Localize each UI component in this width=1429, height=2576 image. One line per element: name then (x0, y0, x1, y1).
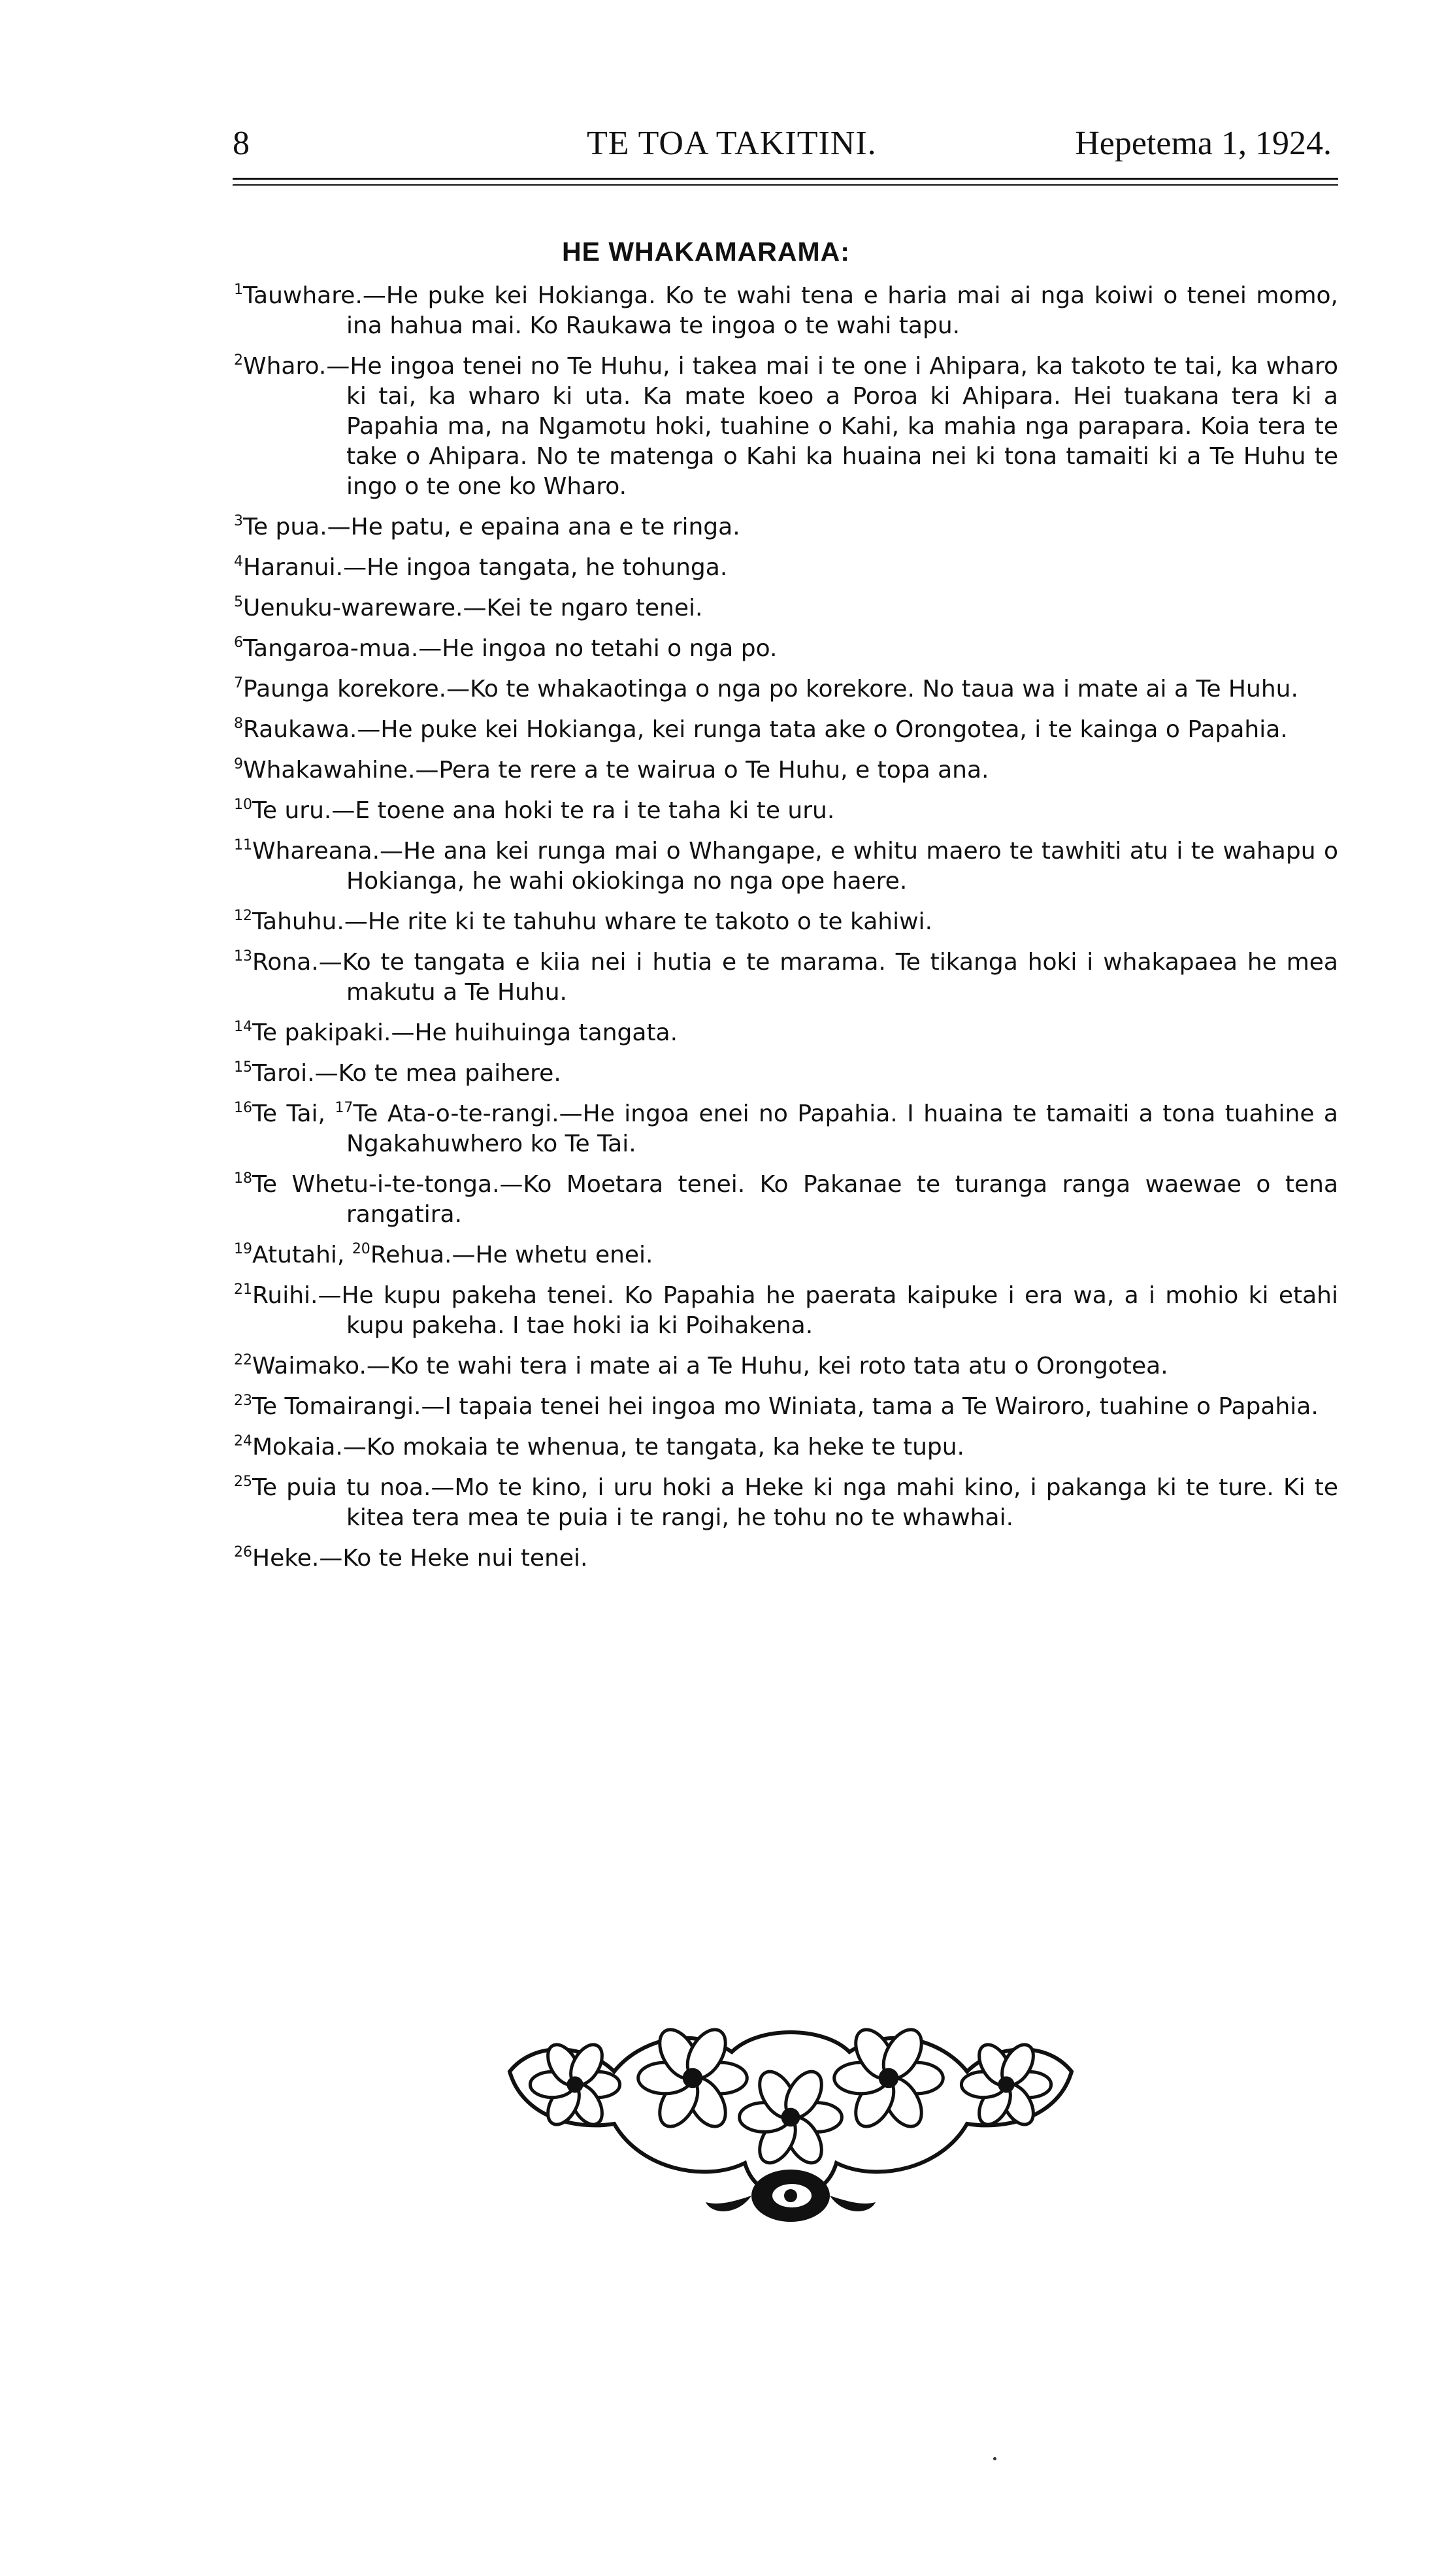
note-number: 6 (234, 635, 243, 651)
em-dash: — (463, 595, 487, 621)
note-item (234, 1544, 1338, 1574)
em-dash: — (319, 1545, 343, 1572)
note-number: 26 (234, 1544, 252, 1560)
note-text: Pera te rere a te wairua o Te Huhu, e topa ana. (438, 757, 989, 784)
note-term: Tauwhare. (243, 282, 363, 309)
em-dash: — (446, 676, 470, 702)
note-number: 20 (352, 1241, 370, 1257)
note-text: He puke kei Hokianga. Ko te wahi tena e haria mai ai nga koiwi o tenei momo, ina hahua mai. Ko Raukawa te ingoa o te wahi tapu. (346, 282, 1338, 339)
note-term: Heke. (252, 1545, 320, 1572)
page-header (233, 124, 1337, 176)
note-number: 8 (234, 716, 243, 732)
em-dash: — (431, 1474, 455, 1501)
note-item (234, 907, 1338, 937)
note-text: Ko Moetara tenei. Ko Pakanae te turanga ranga waewae o tena rangatira. (346, 1171, 1339, 1228)
note-item (234, 796, 1338, 826)
note-number: 10 (234, 797, 252, 813)
note-number: 3 (234, 513, 243, 529)
note-number: 23 (234, 1393, 252, 1409)
em-dash: — (391, 1019, 415, 1046)
note-term: Rehua. (370, 1242, 452, 1268)
em-dash: — (318, 949, 342, 976)
note-text: Mo te kino, i uru hoki a Heke ki nga mahi kino, i pakanga ki te ture. Ki te kitea tera mea te puia i te rangi, he tohu no te whawhai. (346, 1474, 1338, 1531)
note-text: Ko te whakaotinga o nga po korekore. No taua wa i mate ai a Te Huhu. (470, 676, 1298, 702)
note-text: E toene ana hoki te ra i te taha ki te uru. (355, 797, 835, 824)
em-dash: — (357, 716, 381, 743)
print-speck (993, 2457, 996, 2460)
note-term: Tangaroa-mua. (243, 635, 419, 662)
note-item (234, 1392, 1338, 1422)
em-dash: — (559, 1100, 583, 1127)
note-item (234, 1170, 1338, 1230)
note-item (234, 593, 1338, 623)
note-term: Ruihi. (252, 1282, 318, 1309)
note-item (234, 948, 1338, 1008)
note-item (234, 1059, 1338, 1089)
note-number: 12 (234, 908, 252, 924)
note-term: Te pua. (243, 514, 327, 540)
note-item (234, 755, 1338, 785)
note-term: Uenuku-wareware. (243, 595, 463, 621)
note-item (234, 512, 1338, 542)
note-item (234, 553, 1338, 583)
note-number: 24 (234, 1433, 252, 1449)
note-term: Whareana. (252, 838, 380, 865)
note-term: Tahuhu. (252, 908, 344, 935)
note-text: He ana kei runga mai o Whangape, e whitu maero te tawhiti atu i te wahapu o Hokianga, he wahi okiokinga no nga ope haere. (346, 838, 1338, 895)
note-term: Taroi. (252, 1060, 315, 1087)
floral-ornament-icon (497, 2000, 1085, 2248)
note-term: Te Whetu-i-te-tonga. (252, 1171, 500, 1198)
em-dash: — (415, 757, 439, 784)
note-item (234, 1432, 1338, 1462)
note-term: Mokaia. (252, 1434, 343, 1461)
note-text: He ingoa tenei no Te Huhu, i takea mai i te one i Ahipara, ka takoto te tai, ka wharo ki tai, ka wharo ki uta. Ka mate koeo a Poroa ki Ahipara. Hei tuakana tera ki a Papahia ma, na Ngamotu hoki, tuahine o Kahi, ka mahia nga parapara. Koia tera te take o Ahipara. No te matenga o Kahi ka huaina nei ki tona tamaiti ki a Te Huhu te ingo o te one ko Wharo. (346, 353, 1338, 500)
note-term: Wharo. (243, 353, 327, 380)
note-term: Whakawahine. (243, 757, 416, 784)
notes-list (234, 281, 1338, 1584)
header-rule (233, 178, 1338, 180)
note-number: 7 (234, 675, 243, 691)
note-item (234, 1018, 1338, 1048)
note-term: Atutahi, (252, 1242, 352, 1268)
note-number: 11 (234, 837, 252, 853)
note-term: Raukawa. (243, 716, 357, 743)
note-term: Te Tomairangi. (252, 1393, 421, 1420)
note-item (234, 281, 1338, 341)
note-text: He ingoa no tetahi o nga po. (442, 635, 778, 662)
note-item (234, 674, 1338, 704)
note-number: 16 (234, 1100, 252, 1116)
note-number: 18 (234, 1170, 252, 1187)
em-dash: — (326, 353, 350, 380)
section-heading: HE WHAKAMARAMA: (562, 237, 850, 267)
note-number: 14 (234, 1019, 252, 1035)
note-item (234, 1351, 1338, 1381)
note-text: Kei te ngaro tenei. (486, 595, 703, 621)
note-term: Te Tai, (252, 1100, 335, 1127)
em-dash: — (314, 1060, 338, 1087)
note-text: He kupu pakeha tenei. Ko Papahia he paerata kaipuke i era wa, a i mohio ki etahi kupu pakeha. I tae hoki ia ki Poihakena. (341, 1282, 1338, 1339)
note-term: Waimako. (252, 1353, 367, 1379)
note-item (234, 836, 1338, 897)
note-number: 21 (234, 1281, 252, 1298)
note-item (234, 1240, 1338, 1270)
em-dash: — (362, 282, 386, 309)
note-number: 9 (234, 756, 243, 772)
note-number: 22 (234, 1352, 252, 1368)
note-term: Rona. (252, 949, 319, 976)
note-term: Te pakipaki. (252, 1019, 391, 1046)
note-term: Te puia tu noa. (252, 1474, 431, 1501)
note-term: Haranui. (243, 554, 344, 581)
note-text: He huihuinga tangata. (414, 1019, 678, 1046)
note-text: Ko te Heke nui tenei. (342, 1545, 588, 1572)
note-term: Paunga korekore. (243, 676, 447, 702)
em-dash: — (344, 908, 368, 935)
note-term: Te uru. (252, 797, 332, 824)
note-item (234, 352, 1338, 502)
note-text: He whetu enei. (475, 1242, 653, 1268)
page-number: 8 (233, 125, 250, 162)
note-text: Ko te mea paihere. (338, 1060, 561, 1087)
note-text: He puke kei Hokianga, kei runga tata ake o Orongotea, i te kainga o Papahia. (380, 716, 1288, 743)
em-dash: — (418, 635, 442, 662)
em-dash: — (331, 797, 355, 824)
flower-icon (740, 2066, 842, 2169)
em-dash: — (366, 1353, 390, 1379)
note-number: 15 (234, 1059, 252, 1076)
em-dash: — (342, 1434, 367, 1461)
note-text: Ko mokaia te whenua, te tangata, ka heke te tupu. (366, 1434, 964, 1461)
em-dash: — (452, 1242, 476, 1268)
note-item (234, 634, 1338, 664)
note-text: Ko te tangata e kiia nei i hutia e te marama. Te tikanga hoki i whakapaea he mea makutu a Te Huhu. (342, 949, 1338, 1006)
em-dash: — (499, 1171, 523, 1198)
header-rule-thin (233, 184, 1338, 186)
note-number: 19 (234, 1241, 252, 1257)
note-item (234, 1281, 1338, 1341)
issue-date: Hepetema 1, 1924. (1075, 125, 1332, 162)
note-text: Ko te wahi tera i mate ai a Te Huhu, kei roto tata atu o Orongotea. (389, 1353, 1168, 1379)
note-text: I tapaia tenei hei ingoa mo Winiata, tama a Te Wairoro, tuahine o Papahia. (444, 1393, 1319, 1420)
publication-title: TE TOA TAKITINI. (587, 125, 877, 162)
note-item (234, 715, 1338, 745)
note-number: 25 (234, 1474, 252, 1490)
em-dash: — (327, 514, 351, 540)
note-text: He ingoa enei no Papahia. I huaina te tamaiti a tona tuahine a Ngakahuwhero ko Te Tai. (346, 1100, 1338, 1157)
note-text: He ingoa tangata, he tohunga. (367, 554, 728, 581)
note-number: 5 (234, 594, 243, 610)
em-dash: — (380, 838, 404, 865)
note-text: He rite ki te tahuhu whare te takoto o te kahiwi. (367, 908, 933, 935)
note-number: 13 (234, 948, 252, 965)
note-item (234, 1099, 1338, 1159)
note-term: Te Ata-o-te-rangi. (353, 1100, 559, 1127)
note-number: 2 (234, 352, 243, 369)
note-number: 17 (335, 1100, 353, 1116)
note-text: He patu, e epaina ana e te ringa. (350, 514, 740, 540)
em-dash: — (421, 1393, 445, 1420)
note-item (234, 1473, 1338, 1533)
note-number: 4 (234, 553, 243, 570)
note-number: 1 (234, 282, 243, 298)
em-dash: — (318, 1282, 342, 1309)
em-dash: — (343, 554, 367, 581)
